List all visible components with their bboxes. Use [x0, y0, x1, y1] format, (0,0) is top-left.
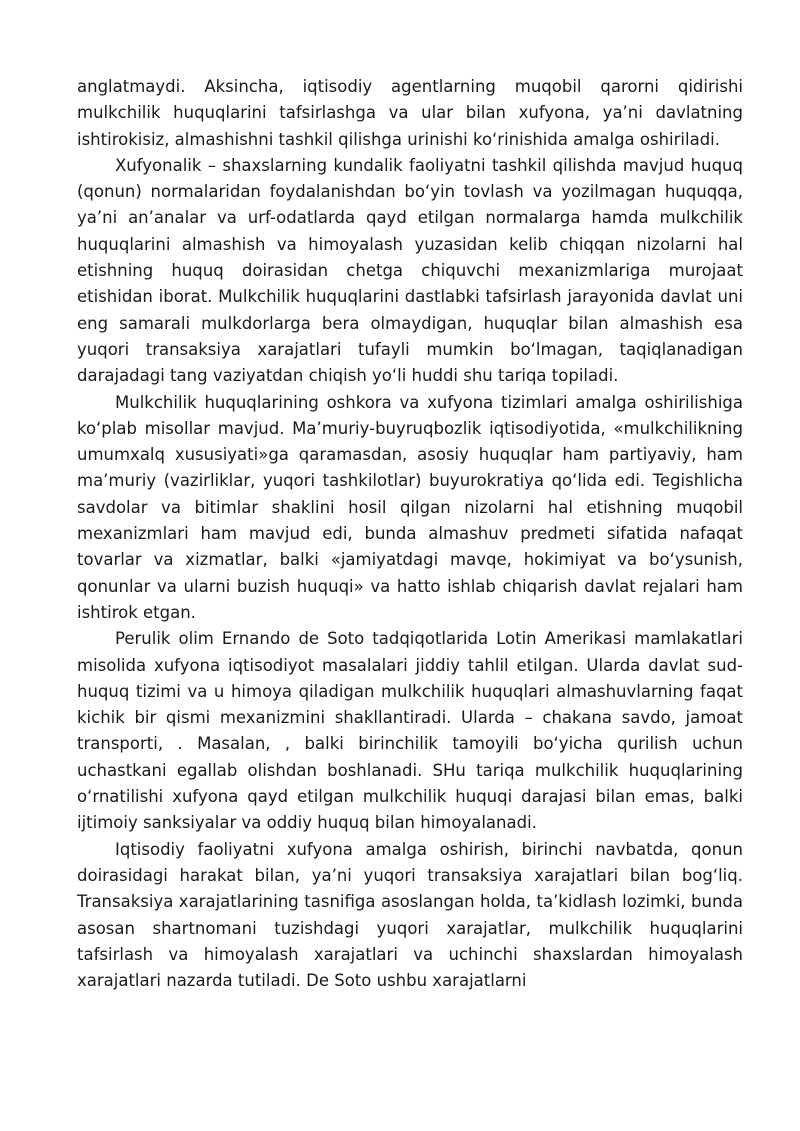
paragraph-continuation: anglatmaydi. Aksincha, iqtisodiy agentlarning muqobil qarorni qidirishi mulkchilik huquqlarini tafsirlashga va ular bilan xufyona, ya’ni davlatning ishtirokisiz, almashishni tashkil qilishga urinishi ko‘rinishida amalga oshiriladi. [77, 77, 743, 149]
paragraph-xufyonalik: Xufyonalik – shaxslarning kundalik faoliyatni tashkil qilishda mavjud huquq (qonun) normalaridan foydalanishdan bo‘yin tovlash va yozilmagan huquqqa, ya’ni an’analar va urf-odatlarda qayd etilgan normalarga hamda mulkchilik huquqlarini almashish va himoyalash yuzasidan kelib chiqqan nizolarni hal etishning huquq doirasidan chetga chiquvchi mexanizmlariga murojaat etishidan iborat. Mulkchilik huquqlarini dastlabki tafsirlash jarayonida davlat uni eng samarali mulkdorlarga bera olmaydigan, huquqlar bilan almashish esa yuqori transaksiya xarajatlari tufayli mumkin bo‘lmagan, taqiqlanadigan darajadagi tang vaziyatdan chiqish yo‘li huddi shu tariqa topiladi. [77, 155, 743, 386]
document-page [77, 74, 743, 994]
paragraph-mulkchilik: Mulkchilik huquqlarining oshkora va xufyona tizimlari amalga oshirilishiga ko‘plab misollar mavjud. Ma’muriy-buyruqbozlik iqtisodiyotida, «mulkchilikning umumxalq xususiyati»ga qaramasdan, asosiy huquqlar ham partiyaviy, ham ma’muriy (vazirliklar, yuqori tashkilotlar) buyurokratiya qo‘lida edi. Tegishlicha savdolar va bitimlar shaklini hosil qilgan nizolarni hal etishning muqobil mexanizmlari ham mavjud edi, bunda almashuv predmeti sifatida nafaqat tovarlar va xizmatlar, balki «jamiyatdagi mavqe, hokimiyat va bo‘ysunish, qonunlar va ularni buzish huquqi» va hatto ishlab chiqarish davlat rejalari ham ishtirok etgan. [77, 392, 743, 622]
paragraph-de-soto: Perulik olim Ernando de Soto tadqiqotlarida Lotin Amerikasi mamlakatlari misolida xufyona iqtisodiyot masalalari jiddiy tahlil etilgan. Ularda davlat sud-huquq tizimi va u himoya qiladigan mulkchilik huquqlari almashuvlarning faqat kichik bir qismi mexanizmini shakllantiradi. Ularda – chakana savdo, jamoat transporti, . Masalan, , balki birinchilik tamoyili bo‘yicha qurilish uchun uchastkani egallab olishdan boshlanadi. SHu tariqa mulkchilik huquqlarining o‘rnatilishi xufyona qayd etilgan mulkchilik huquqi darajasi bilan emas, balki ijtimoiy sanksiyalar va oddiy huquq bilan himoyalanadi. [77, 629, 743, 833]
paragraph-iqtisodiy: Iqtisodiy faoliyatni xufyona amalga oshirish, birinchi navbatda, qonun doirasidagi harakat bilan, ya’ni yuqori transaksiya xarajatlari bilan bog‘liq. Transaksiya xarajatlarining tasnifiga asoslangan holda, ta’kidlash lozimki, bunda asosan shartnomani tuzishdagi yuqori xarajatlar, mulkchilik huquqlarini tafsirlash va himoyalash xarajatlari va uchinchi shaxslardan himoyalash xarajatlari nazarda tutiladi. De Soto ushbu xarajatlarni [77, 839, 743, 991]
